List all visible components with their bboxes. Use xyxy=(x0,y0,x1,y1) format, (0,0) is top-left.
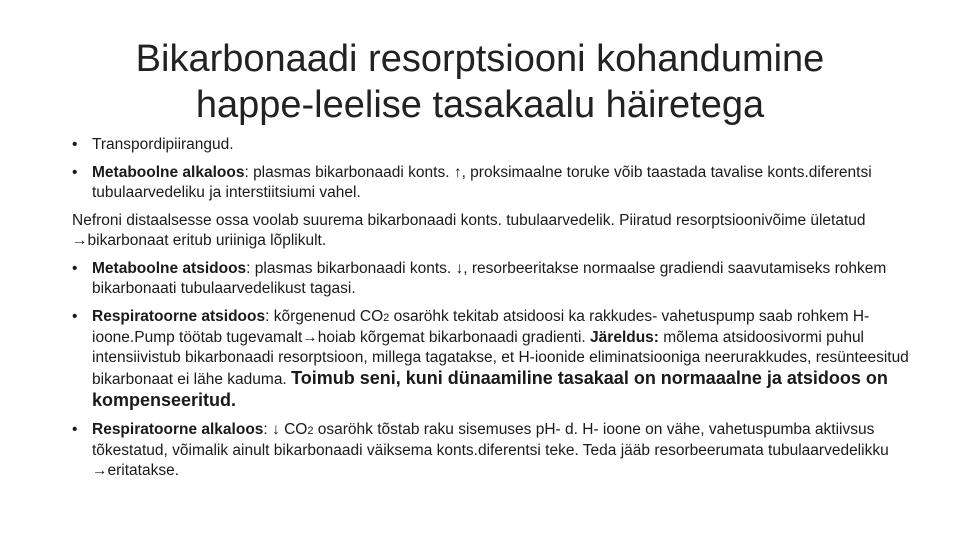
bullet-transport-limits xyxy=(72,135,932,155)
bullet-text: hoiab kõrgemat bikarbonaadi gradienti. xyxy=(317,329,591,346)
slide-content xyxy=(72,135,932,489)
bullet-metabolic-acidosis xyxy=(72,259,932,299)
bullet-dot: • xyxy=(72,308,78,325)
bullet-text: : ↓ CO xyxy=(263,421,308,438)
arrow-right-icon: → xyxy=(302,329,318,346)
bullet-dot: • xyxy=(72,260,78,277)
bullet-text: eritatakse. xyxy=(107,462,180,479)
title-line-1: Bikarbonaadi resorptsiooni kohandumine xyxy=(135,38,825,80)
bullet-text: osaröhk tõstab raku sisemuses pH- d. H- ioone on vähe, vahetuspumba aktiivsus tõkestatud, võimalik ainult bikarbonaadi väiksema konts.diferentsi teke. Teda jääb resorbeerumata tubulaarvedelikku xyxy=(92,421,889,459)
slide-title xyxy=(60,36,900,128)
bullet-dot: • xyxy=(72,136,78,153)
subscript: 2 xyxy=(307,425,314,437)
paragraph-distal-nephron xyxy=(72,211,932,251)
bullet-respiratory-acidosis xyxy=(72,307,932,412)
bullet-heading: Respiratoorne alkaloos xyxy=(92,421,264,438)
emphasis-text: Toimub seni, kuni dünaamiline tasakaal on normaaalne ja atsidoos on kompenseeritud. xyxy=(92,368,888,410)
bullet-dot: • xyxy=(72,421,78,438)
bullet-heading: Metaboolne alkaloos xyxy=(92,164,245,181)
paragraph-text: Nefroni distaalsesse ossa voolab suurema bikarbonaadi konts. tubulaarvedelik. Piiratud resorptsioonivõime ületatud xyxy=(72,212,866,229)
bullet-text: : plasmas bikarbonaadi konts. ↑, proksimaalne toruke võib taastada tavalise konts.diferentsi tubulaarvedeliku ja interstiitsiumi vahel. xyxy=(92,164,872,201)
conclusion-label: Järeldus: xyxy=(590,329,659,346)
title-line-2: happe-leelise tasakaalu häiretega xyxy=(195,84,765,126)
bullet-heading: Respiratoorne atsidoos xyxy=(92,308,266,325)
subscript: 2 xyxy=(383,312,390,324)
bullet-text: : plasmas bikarbonaadi konts. ↓, resorbeeritakse normaalse gradiendi saavutamiseks rohkem bikarbonaati tubulaarvedelikust tagasi. xyxy=(92,260,887,297)
bullet-text: mõlema atsidoosivormi puhul intensiivistub bikarbonaadi resorptsioon, millega tagatakse, et H-ioonide eliminatsiooniga neerurakkudes, resünteesitud bikarbonaat ei lähe kaduma. xyxy=(92,329,909,388)
bullet-heading: Metaboolne atsidoos xyxy=(92,260,247,277)
bullet-respiratory-alkalosis xyxy=(72,420,932,481)
arrow-right-icon: → xyxy=(92,462,108,479)
arrow-right-icon: → xyxy=(72,232,88,249)
bullet-text: osaröhk tekitab atsidoosi ka rakkudes- vahetuspump saab rohkem H- ioone.Pump töötab tugevamalt xyxy=(92,308,870,346)
bullet-text: : kõrgenenud CO xyxy=(265,308,384,325)
bullet-text: Transpordipiirangud. xyxy=(92,136,234,153)
paragraph-text: bikarbonaat eritub uriiniga lõplikult. xyxy=(87,232,327,249)
bullet-metabolic-alkalosis xyxy=(72,163,932,203)
bullet-dot: • xyxy=(72,164,78,181)
